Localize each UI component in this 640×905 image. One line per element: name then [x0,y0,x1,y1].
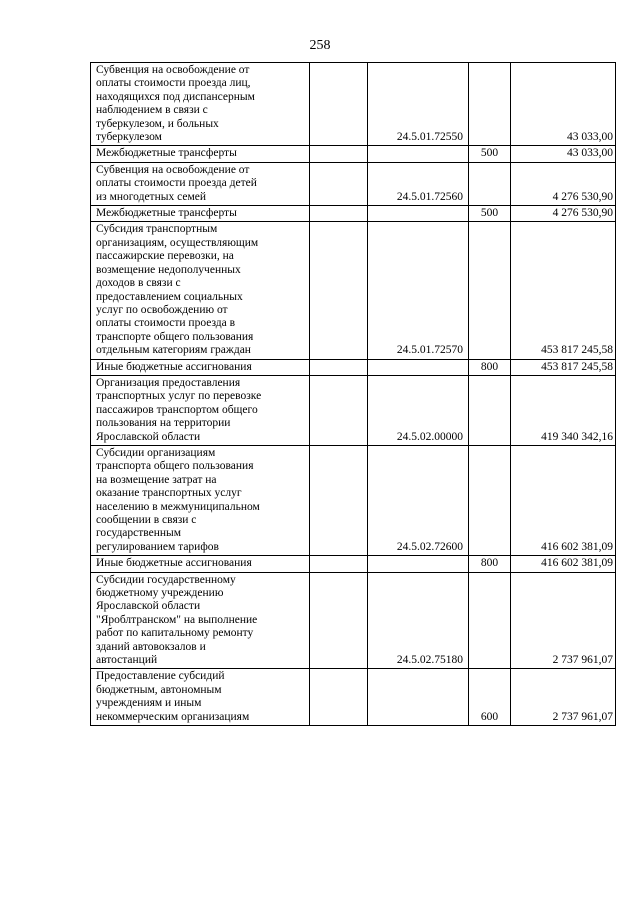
table-row [91,63,616,146]
table-row [91,222,616,359]
row-code: 24.5.02.72600 [368,445,469,555]
row-blank-cell [310,669,368,726]
row-blank-cell [310,63,368,146]
row-name: Субсидии организациям транспорта общего пользования на возмещение затрат на оказание транспортных услуг населению в межмуниципальном сообщении в связи с государственным регулированием тарифов [96,446,260,553]
row-name-cell [91,375,310,445]
row-expense-type: 500 [469,206,511,222]
row-name: Иные бюджетные ассигнования [96,557,252,570]
row-amount: 416 602 381,09 [511,556,616,572]
row-amount: 4 276 530,90 [511,162,616,205]
row-amount: 2 737 961,07 [511,669,616,726]
row-blank-cell [310,146,368,162]
row-code [368,669,469,726]
row-name-cell [91,669,310,726]
row-name: Организация предоставления транспортных услуг по перевозке пассажиров транспортом общего пользования на территории Ярославской области [96,376,262,443]
row-expense-type [469,375,511,445]
row-blank-cell [310,359,368,375]
row-name: Межбюджетные трансферты [96,207,237,220]
row-code: 24.5.02.00000 [368,375,469,445]
row-blank-cell [310,222,368,359]
row-code: 24.5.01.72550 [368,63,469,146]
row-name-cell [91,162,310,205]
row-amount: 2 737 961,07 [511,572,616,669]
table-row [91,669,616,726]
table-row [91,556,616,572]
row-name: Субвенция на освобождение от оплаты стоимости проезда детей из многодетных семей [96,163,257,203]
row-code [368,556,469,572]
row-blank-cell [310,375,368,445]
row-blank-cell [310,445,368,555]
row-amount: 419 340 342,16 [511,375,616,445]
row-expense-type: 500 [469,146,511,162]
row-blank-cell [310,572,368,669]
table-row [91,445,616,555]
budget-table-body [91,63,616,726]
row-name-cell [91,445,310,555]
table-row [91,359,616,375]
row-code: 24.5.02.75180 [368,572,469,669]
row-name: Субсидии государственному бюджетному учреждению Ярославской области "Яроблтранском" на выполнение работ по капитальному ремонту зданий автовокзалов и автостанций [96,573,258,667]
row-name-cell [91,206,310,222]
row-name: Иные бюджетные ассигнования [96,360,252,373]
row-code: 24.5.01.72560 [368,162,469,205]
row-amount: 453 817 245,58 [511,222,616,359]
row-expense-type: 600 [469,669,511,726]
table-row [91,375,616,445]
row-code [368,206,469,222]
table-row [91,146,616,162]
budget-table [90,62,616,726]
row-name-cell [91,146,310,162]
row-name: Субвенция на освобождение от оплаты стоимости проезда лиц, находящихся под диспансерным наблюдением в связи с туберкулезом, и больных туберкулезом [96,64,255,144]
row-expense-type [469,572,511,669]
row-amount: 43 033,00 [511,146,616,162]
row-amount: 416 602 381,09 [511,445,616,555]
row-blank-cell [310,556,368,572]
row-code: 24.5.01.72570 [368,222,469,359]
table-row [91,162,616,205]
row-blank-cell [310,162,368,205]
table-row [91,206,616,222]
row-name-cell [91,359,310,375]
row-amount: 453 817 245,58 [511,359,616,375]
row-amount: 43 033,00 [511,63,616,146]
row-name-cell [91,556,310,572]
row-name-cell [91,222,310,359]
row-name: Межбюджетные трансферты [96,147,237,160]
row-expense-type: 800 [469,556,511,572]
row-code [368,146,469,162]
row-expense-type [469,63,511,146]
row-expense-type [469,222,511,359]
row-code [368,359,469,375]
page-number: 258 [309,38,331,53]
row-name: Предоставление субсидий бюджетным, автономным учреждениям и иным некоммерческим организациям [96,670,250,723]
row-amount: 4 276 530,90 [511,206,616,222]
row-name: Субсидия транспортным организациям, осуществляющим пассажирские перевозки, на возмещение недополученных доходов в связи с предоставлением социальных услуг по освобождению от оплаты стоимости проезда в транспорте общего пользования отдельным категориям граждан [96,223,259,357]
table-row [91,572,616,669]
row-expense-type: 800 [469,359,511,375]
row-expense-type [469,162,511,205]
row-name-cell [91,63,310,146]
row-name-cell [91,572,310,669]
row-blank-cell [310,206,368,222]
row-expense-type [469,445,511,555]
